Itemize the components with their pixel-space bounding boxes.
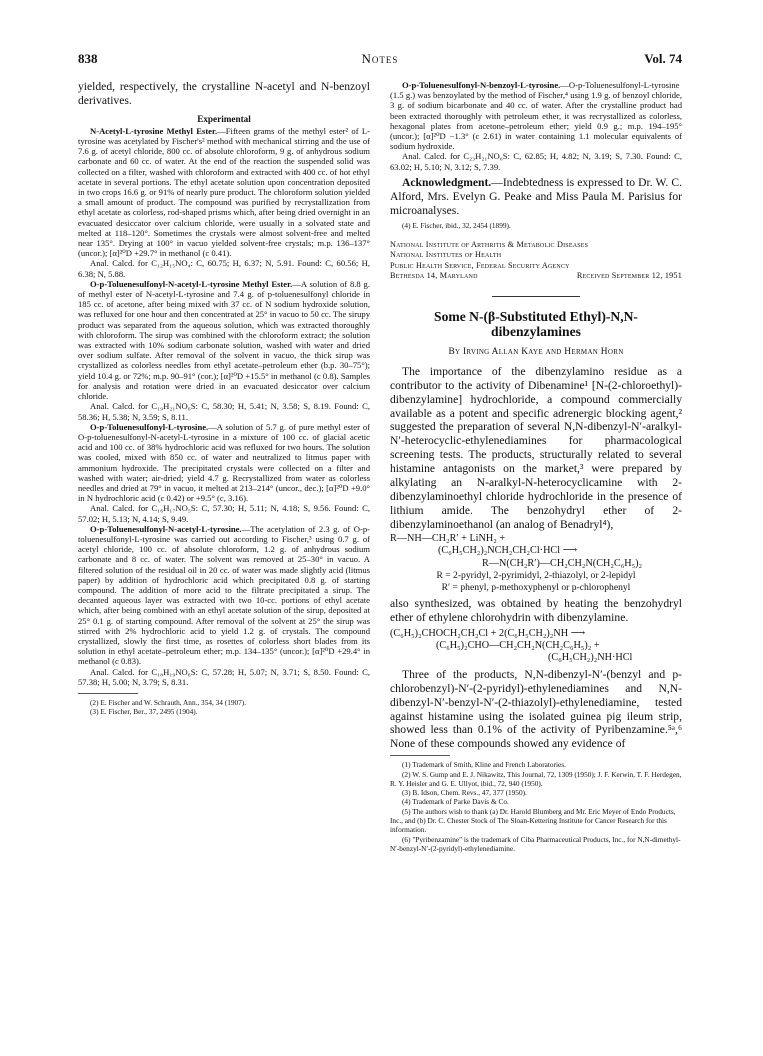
procedure-text: —The acetylation of 2.3 g. of O-p-toluenesulfonyl-L-tyrosine was carried out according to Fischer,³ using 0.7 g. of acetyl chloride, 100 cc. of absolute chloroform, 1.2 g. of anhydrous sodium carbonate and 8 cc. of water. The solvent was removed at 25–30° in vacuo. A filtered solution of the residual oil in 20 cc. of water was made slightly acid (litmus paper) by addition of hydrochloric acid which precipitated 0.8 g. of starting compound. The addition of more acid to the filtrate precipitated a sirup. The decanted aqueous layer was extracted with two 10-cc. portions of ethyl acetate which, after being combined with an ethyl acetate solution of the sirup, deposited at 25° 0.1 g. of starting compound. After removal of the solvent at 25° the sirup was stirred with 2% hydrochloric acid to yield 1.2 g. of crystals. The compound crystallized, slowly the first time, as rosettes of colorless short blades from its solution in ethyl acetate–petroleum ether; m.p. 134–135° (uncor.); [α]²⁰D +29.4° in methanol (c 0.83). <box>78 523 370 667</box>
affiliation-block <box>390 240 682 282</box>
page-header <box>78 51 682 67</box>
experimental-heading: Experimental <box>197 113 251 124</box>
equation-line: (C₆H₅CH₂)₂NH·HCl <box>548 652 633 664</box>
section-divider <box>492 296 580 297</box>
received-date: Received September 12, 1951 <box>576 271 682 281</box>
reaction-equation-2 <box>390 628 682 665</box>
procedure-title: O-p-Toluenesulfonyl-N-acetyl-L-tyrosine. <box>90 523 242 534</box>
procedure-title: O-p-Toluenesulfonyl-N-benzoyl-L-tyrosine. <box>402 80 561 90</box>
procedure-paragraph <box>78 279 370 401</box>
footnote: (1) Trademark of Smith, Kline and French Laboratories. <box>402 760 566 770</box>
footnote-divider <box>78 693 138 694</box>
footnote: (3) B. Idson, Chem. Revs., 47, 377 (1950). <box>402 788 527 798</box>
reaction-equation-1 <box>390 533 682 595</box>
affiliation-line: National Institutes of Health <box>390 250 502 260</box>
acknowledgment-text: —Indebtedness is expressed to Dr. W. C. Alford, Mrs. Evelyn G. Peake and Miss Paula M. Parisius for microanalyses. <box>390 175 682 217</box>
procedure-paragraph <box>78 524 370 667</box>
equation-line: R—NH—CH₂R′ + LiNH₂ + <box>390 532 506 544</box>
volume-label: Vol. 74 <box>644 51 682 66</box>
procedure-title: O-p-Toluenesulfonyl-N-acetyl-L-tyrosine Methyl Ester. <box>90 278 293 289</box>
footnote: (2) E. Fischer and W. Schrauth, Ann., 354, 34 (1907). <box>90 697 247 707</box>
affiliation-line: Public Health Service, Federal Security Agency <box>390 260 570 270</box>
left-column <box>78 80 370 717</box>
page-number: 838 <box>78 51 98 66</box>
procedure-paragraph <box>78 422 370 504</box>
affiliation-line: National Institute of Arthritis & Metabolic Diseases <box>390 239 589 249</box>
analysis-line: Anal. Calcd. for C₁₂H₁₅NO₄: C, 60.75; H, 6.37; N, 5.91. Found: C, 60.56; H, 6.38; N, 5.88. <box>78 258 370 279</box>
article-authors: By Irving Allan Kaye and Herman Horn <box>448 346 624 357</box>
procedure-text: —A solution of 8.8 g. of methyl ester of N-acetyl-L-tyrosine and 7.4 g. of p-toluenesulfonyl chloride in 185 cc. of acetone, after being mixed with 37 cc. of N sodium hydroxide solution, was refluxed for one hour and then concentrated at 25° in vacuo to 50 cc. The sirupy product was separated from the aqueous solution, which was extracted thoroughly with chloroform. The sirup was combined with the chloroform extract; the solution was extracted with 10% sodium carbonate solution, washed with water and dried over sodium sulfate. After removal of the solvent in vacuo, the thick sirup was crystallized as colorless needles from ethyl acetate–petroleum ether (b.p. 30–75°); yield 10.4 g. or 72%; m.p. 90–91° (cor.); [α]²⁰D +15.5° in methanol (c 0.8). Samples for analysis and rotation were dried in an evacuated desiccator over calcium chloride. <box>78 278 370 402</box>
equation-line: (C₆H₅)₂CHOCH₂CH₂Cl + 2(C₆H₅CH₂)₂NH ⟶ <box>390 627 586 639</box>
procedure-title: N-Acetyl-L-tyrosine Methyl Ester. <box>90 125 218 136</box>
affiliation-city: Bethesda 14, Maryland <box>390 271 478 281</box>
body-paragraph: The importance of the dibenzylamino residue as a contributor to the activity of Dibenamine¹ [N-(2-chloroethyl)-dibenzylamine] hydrochloride, a compound commercially available as a potent and specific adrenergic blocking agent,² suggested the preparation of several N,N-dibenzyl-N′-aralkyl-N′-heterocyclic-ethylenediamines for pharmacological screening tests. The products, structurally related to several histamine antagonists on the market,³ were prepared by alkylating an N-aralkyl-N-heterocyclicamine with 2-dibenzylaminoethyl chloride hydrochloride in the presence of lithium amide. The benzohydryl ether of 2-dibenzylaminoethanol (an analog of Benadryl⁴), <box>390 364 682 531</box>
equation-definition: R = 2-pyridyl, 2-pyrimidyl, 2-thiazolyl, or 2-lepidyl <box>436 569 636 581</box>
right-column <box>390 80 682 853</box>
equation-line: R—N(CH₂R′)—CH₂CH₂N(CH₂C₆H₅)₂ <box>482 557 643 569</box>
equation-line: (C₆H₅)₂CHO—CH₂CH₂N(CH₂C₆H₅)₂ + <box>436 639 600 651</box>
procedure-text: —A solution of 5.7 g. of pure methyl ester of O-p-toluenesulfonyl-N-acetyl-L-tyrosine in a mixture of 100 cc. of glacial acetic acid and 100 cc. of 38% hydrochloric acid was refluxed for two hours. The solution was cooled, mixed with 850 cc. of water and neutralized to litmus paper with ammonium hydroxide. The precipitated crystals were collected on a filter and washed with water; air-dried; yield 4.7 g. Recrystallized from water as colorless needles and dried at 79° in vacuo, it melted at 213–214° (uncor., dec.); [α]²⁰D +9.0° in N hydrochloric acid (c 0.42) or +9.5° (c, 3.16). <box>78 421 370 504</box>
equation-definition: R′ = phenyl, p-methoxyphenyl or p-chlorophenyl <box>441 582 631 594</box>
affiliation-line <box>390 271 682 282</box>
analysis-line: Anal. Calcd. for C₂₃H₂₁NO₆S: C, 62.85; H, 4.82; N, 3.19; S, 7.30. Found: C, 63.02; H, 5.10; N, 3.12; S, 7.39. <box>390 151 682 172</box>
analysis-line: Anal. Calcd. for C₁₈H₁₉NO₆S: C, 57.28; H, 5.07; N, 3.71; S, 8.50. Found: C, 57.38; H, 5.00; N, 3.79; S, 8.31. <box>78 666 370 687</box>
procedure-text: —Fifteen grams of the methyl ester² of L-tyrosine was acetylated by Fischer's² method with mechanical stirring and the use of 7.6 g. of acetyl chloride, 800 cc. of absolute chloroform, 9 g. of anhydrous sodium carbonate and 60 cc. of water. At the end of the reaction the suspended solid was collected on a filter, washed with chloroform and extracted with 400 cc. of hot ethyl acetate in several portions. The ethyl acetate solution upon concentration deposited in two crops 16.6 g. or 91% of nearly pure product. The chloroform solution yielded a small amount of product. The compound was purified by recrystallization from ethyl acetate as colorless, rod-shaped prisms which, after being dried overnight in an evacuated desiccator over calcium chloride, were usually in a solvated state and melted at 118–120°. Sometimes the crystals were almost solvent-free and melted near 135°. Drying at 100° in vacuo yielded solvent-free crystals; m.p. 136–137° (uncor.); [α]²⁰D +29.7° in methanol (c 0.41). <box>78 125 370 259</box>
acknowledgment-paragraph <box>390 176 682 218</box>
procedure-paragraph <box>78 126 370 259</box>
analysis-line: Anal. Calcd. for C₁₉H₂₁NO₆S: C, 58.30; H, 5.41; N, 3.58; S, 8.19. Found: C, 58.36; H, 5.38; N, 3.59; S, 8.11. <box>78 401 370 422</box>
acknowledgment-title: Acknowledgment. <box>402 175 492 189</box>
footnote: (5) The authors wish to thank (a) Dr. Harold Blumberg and Mr. Eric Meyer of Endo Products, Inc., and (b) Dr. C. Chester Stock of The Sloan-Kettering Institute for Cancer Research for this information. <box>390 806 676 835</box>
analysis-line: Anal. Calcd. for C₁₆H₁₇NO₅S: C, 57.30; H, 5.11; N, 4.18; S, 9.56. Found: C, 57.02; H, 5.13; N, 4.14; S, 9.49. <box>78 503 370 524</box>
procedure-text: —O-p-Toluenesulfonyl-L-tyrosine (1.5 g.) was benzoylated by the method of Fischer,⁴ using 1.9 g. of benzoyl chloride, 3 g. of sodium bicarbonate and 40 cc. of water. After the crystalline product had been extracted thoroughly with petroleum ether, it was recrystallized as colorless, hexagonal plates from acetone–petroleum ether; yield 0.9 g.; m.p. 194–195° (uncor.); [α]²⁰D −1.3° (c 2.61) in water containing 1.1 molecular equivalents of sodium hydroxide. <box>390 80 682 152</box>
body-paragraph: also synthesized, was obtained by heating the benzohydryl ether of ethylene chlorohydrin with dibenzylamine. <box>390 596 682 624</box>
equation-line: (C₆H₅CH₂)₂NCH₂CH₂Cl·HCl ⟶ <box>438 545 578 557</box>
running-title: Notes <box>361 51 399 66</box>
footnote: (3) E. Fischer, Ber., 37, 2495 (1904). <box>90 707 198 717</box>
intro-paragraph: yielded, respectively, the crystalline N-acetyl and N-benzoyl derivatives. <box>78 80 370 107</box>
procedure-paragraph <box>390 80 682 151</box>
article-title: Some N-(β-Substituted Ethyl)-N,N-dibenzylamines <box>434 308 638 339</box>
footnote: (4) E. Fischer, ibid., 32, 2454 (1899). <box>402 220 511 230</box>
footnote-divider <box>390 755 450 756</box>
footnote: (2) W. S. Gump and E. J. Nikawitz, This Journal, 72, 1309 (1950); J. F. Kerwin, T. F. Herdegen, R. Y. Heisler and G. E. Ullyot, ibid., 72, 940 (1950). <box>390 769 682 788</box>
footnote: (4) Trademark of Parke Davis & Co. <box>402 797 509 807</box>
procedure-title: O-p-Toluenesulfonyl-L-tyrosine. <box>90 421 209 432</box>
footnote: (6) "Pyribenzamine" is the trademark of Ciba Pharmaceutical Products, Inc., for N,N-dimethyl-N′-benzyl-N′-(2-pyridyl)-ethylenediamine. <box>390 834 681 853</box>
body-paragraph: Three of the products, N,N-dibenzyl-N′-(benzyl and p-chlorobenzyl)-N′-(2-pyridyl)-ethylenediamines and N,N-dibenzyl-N′-benzyl-N′-(2-thiazolyl)-ethylenediamine, tested against histamine using the isolated guinea pig ileum strip, showed less than 0.1% of the activity of Pyribenzamine.⁵ᵃ,⁶ None of these compounds showed any evidence of <box>390 667 682 751</box>
